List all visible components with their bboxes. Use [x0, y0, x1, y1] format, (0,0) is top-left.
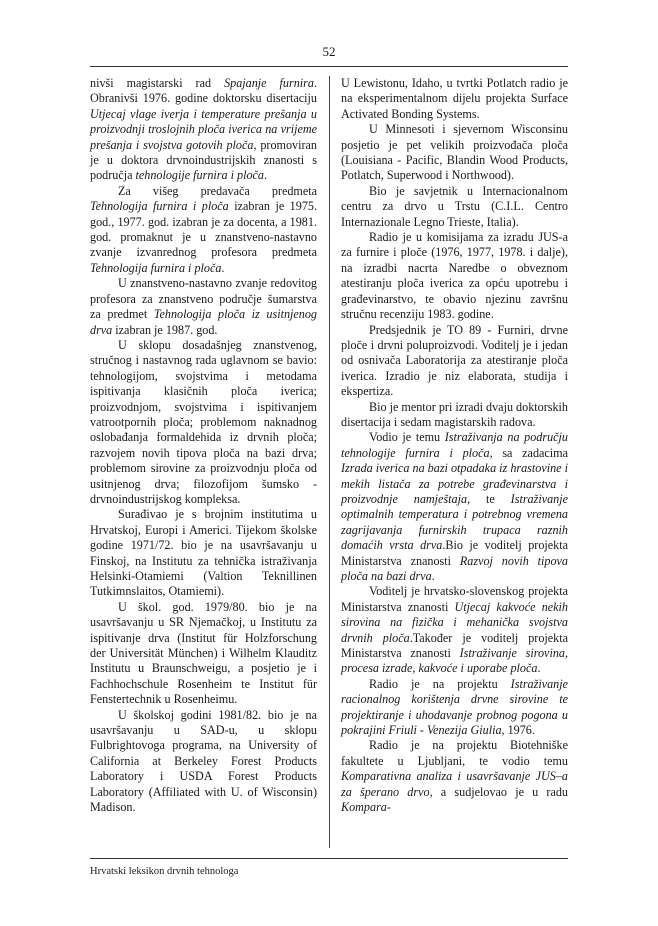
paragraph: U Minnesoti i sjevernom Wisconsinu posjetio je pet velikih proizvođača ploča (Louisiana - Pacific, Blandin Wood Products, Potlatch, Superwood i Northwood). [341, 122, 568, 183]
paragraph: Vodio je temu Istraživanja na području tehnologije furnira i ploča, sa zadacima Izrada iverica na bazi otpadaka iz hrastovine i mekih listača za potrebe građevinarstva i proizvodnje namještaja, te Istraživanje optimalnih temperatura i potrebnog vremena zagrijavanja furnirskih trupaca raznih domaćih vrsta drva.Bio je voditelj projekta Ministarstva znanosti Razvoj novih tipova ploča na bazi drva. [341, 430, 568, 583]
paragraph: Bio je savjetnik u Internacionalnom centru za drvo u Trstu (C.I.L. Centro Internazionale Legno Trieste, Italia). [341, 183, 568, 229]
paragraph: nivši magistarski rad Spajanje furnira. Obranivši 1976. godine doktorsku disertaciju Utjecaj vlage iverja i temperature prešanja u proizvodnji troslojnih ploča iverica na vrijeme prešanja i svojstva gotovih ploča, promoviran je u doktora drvnoindustrijskih znanosti s područja tehnologije furnira i ploča. [90, 76, 317, 183]
right-column [341, 76, 568, 816]
paragraph: Radio je na projektu Biotehniške fakultete u Ljubljani, te vodio temu Komparativna analiza i usavršavanje JUS–a za šperano drvo, a sudjelovao je u radu Kompara- [341, 738, 568, 815]
paragraph: U škol. god. 1979/80. bio je na usavršavanju u SR Njemačkoj, u Institutu za ispitivanje drva (Institut für Holzforschung der Universität München) i Wilhelm Klauditz Institutu u Braunschweigu, a posjetio je i Fachhochschule Rosenheim te Institut für Fenstertechnik u Rosenheimu. [90, 599, 317, 707]
header-rule [90, 66, 568, 67]
footer-rule [90, 858, 568, 859]
paragraph: Bio je mentor pri izradi dvaju doktorskih disertacija i sedam magistarskih radova. [341, 399, 568, 429]
page-number: 52 [322, 44, 336, 59]
left-column [90, 76, 317, 816]
paragraph: U sklopu dosadašnjeg znanstvenog, stručnog i nastavnog rada uglavnom se bavio: tehnologijom, svojstvima i metodama ispitivanja klasičnih ploča iverica; proizvodnjom, svojstvima i ispitivanjem vatrootpornih ploča; problemom naknadnog oslobađanja formaldehida iz drvnih ploča; razvojem novih tipova ploča na bazi drva; problemom sirovine za proizvodnju ploča od usitnjenog drva; filozofijom šumsko - drvnoindustrijskog kompleksa. [90, 337, 317, 506]
paragraph: Radio je na projektu Istraživanje racionalnog korištenja drvne sirovine te projektiranje i uhodavanje probnog pogona u pokrajini Friuli - Venezija Giulia, 1976. [341, 676, 568, 738]
footer-title: Hrvatski leksikon drvnih tehnologa [90, 866, 239, 877]
paragraph: Za višeg predavača predmeta Tehnologija furnira i ploča izabran je 1975. god., 1977. god. izabran je za docenta, a 1981. god. promaknut je u znanstveno-nastavno zvanje izvanrednog profesora predmeta Tehnologija furnira i ploča. [90, 183, 317, 275]
paragraph: U Lewistonu, Idaho, u tvrtki Potlatch radio je na eksperimentalnom dijelu projekta Surface Activated Bonding Systems. [341, 76, 568, 121]
paragraph: U školskoj godini 1981/82. bio je na usavršavanju u SAD-u, u sklopu Fulbrightovoga programa, na University of California at Berkeley Forest Products Laboratory i USDA Forest Products Laboratory (Affiliated with U. of Wisconsin) Madison. [90, 707, 317, 815]
column-divider [329, 76, 330, 848]
paragraph: Surađivao je s brojnim institutima u Hrvatskoj, Europi i Americi. Tijekom školske godine 1971/72. bio je na usavršavanju u Finskoj, na Institutu za tehnička istraživanja Helsinki-Otamiemi (Valtion Teknillinen Tutkimnslaitos, Otamiemi). [90, 507, 317, 599]
paragraph: Radio je u komisijama za izradu JUS-a za furnire i ploče (1976, 1977, 1978. i dalje), na izradbi nacrta Naredbe o obveznom atestiranju ploča iverica za opću upotrebu i građevinarstvo, te obavio njezinu završnu stručnu recenziju 1983. godine. [341, 230, 568, 322]
paragraph: Voditelj je hrvatsko-slovenskog projekta Ministarstva znanosti Utjecaj kakvoće nekih sirovina na fizička i mehanička svojstva drvnih ploča.Također je voditelj projekta Ministarstva znanosti Istraživanje sirovina, procesa izrade, kakvoće i uporabe ploča. [341, 584, 568, 676]
paragraph: U znanstveno-nastavno zvanje redovitog profesora za znanstveno područje šumarstva za predmet Tehnologija ploča iz usitnjenog drva izabran je 1987. god. [90, 276, 317, 337]
paragraph: Predsjednik je TO 89 - Furniri, drvne ploče i drvni poluproizvodi. Voditelj je i jedan od osnivača Laboratorija za atestiranje ploča iverica. Izradio je niz elaborata, studija i ekspertiza. [341, 322, 568, 399]
